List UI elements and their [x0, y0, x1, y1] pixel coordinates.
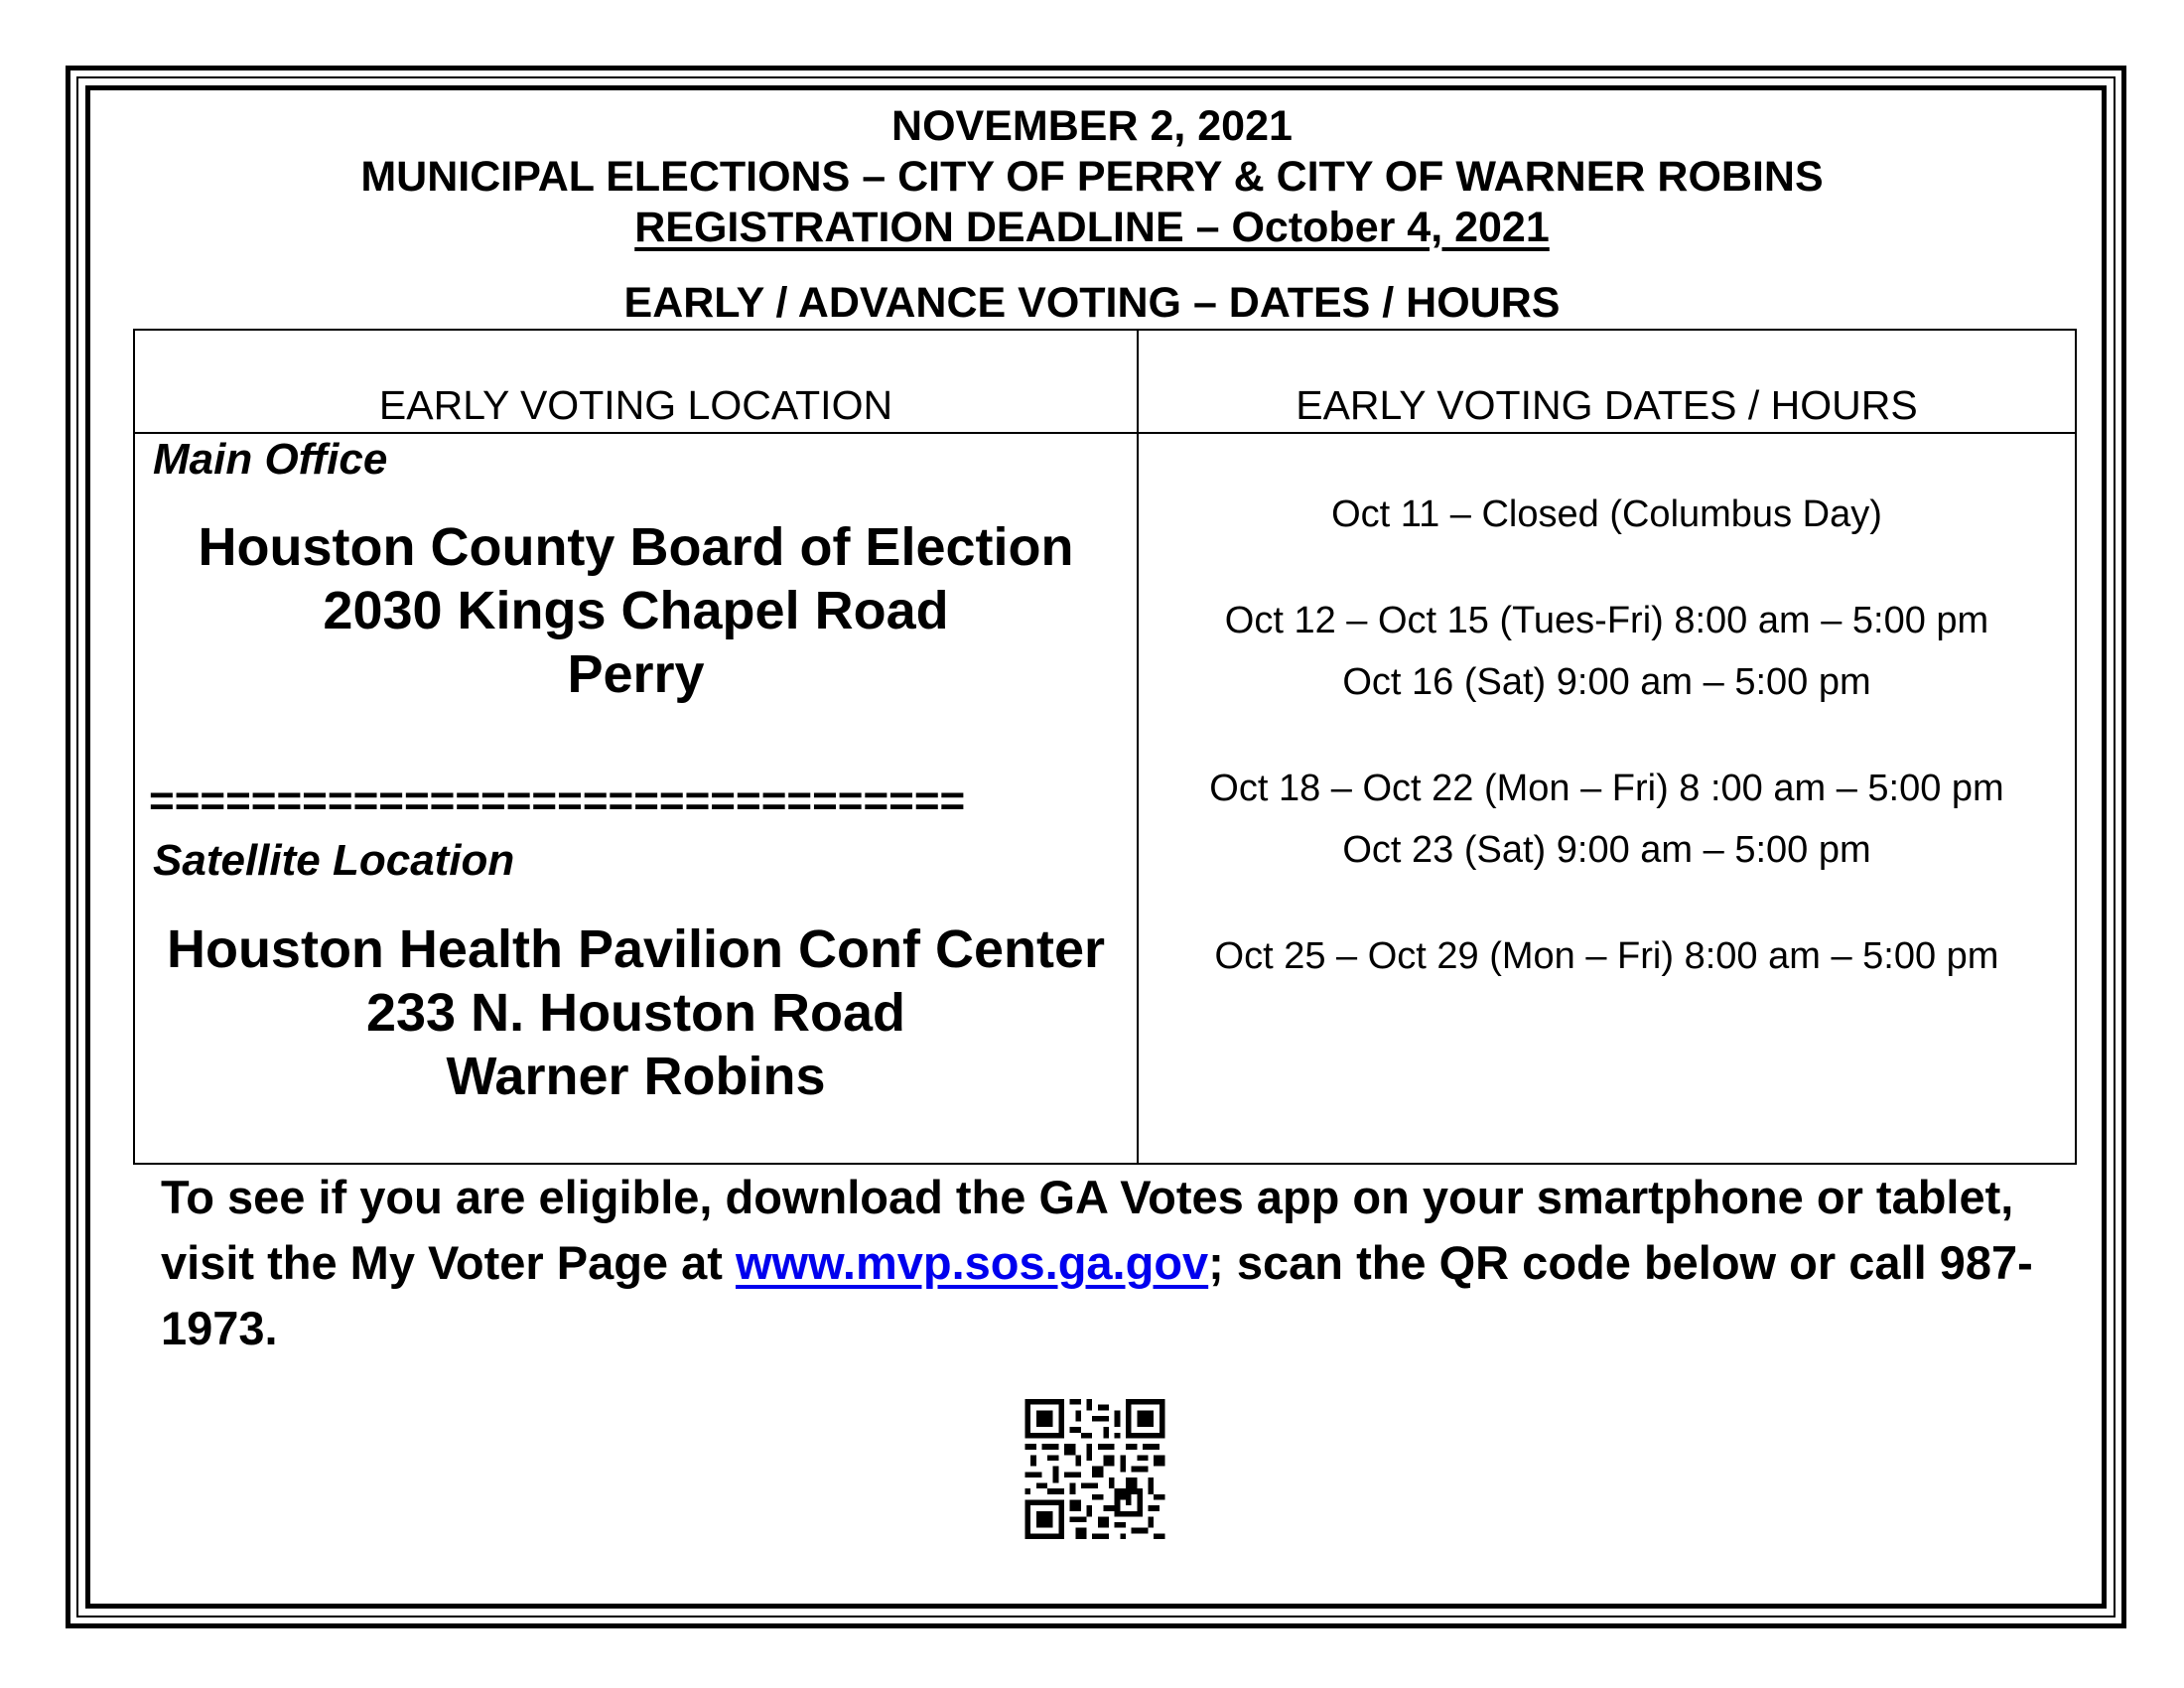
location-column-header: EARLY VOTING LOCATION — [378, 382, 893, 428]
eligibility-instructions — [161, 1165, 2067, 1361]
hours-line: Oct 23 (Sat) 9:00 am – 5:00 pm — [1342, 829, 1871, 871]
header-row-divider — [135, 432, 2075, 434]
satellite-location-address — [135, 917, 1137, 1108]
main-office-name: Houston County Board of Election — [198, 517, 1074, 577]
section-title: EARLY / ADVANCE VOTING – DATES / HOURS — [623, 279, 1561, 327]
main-office-label: Main Office — [153, 435, 388, 484]
hours-column-header: EARLY VOTING DATES / HOURS — [1296, 382, 1918, 428]
early-voting-table — [133, 329, 2077, 1165]
hours-line: Oct 12 – Oct 15 (Tues-Fri) 8:00 am – 5:00 pm — [1224, 600, 1989, 641]
election-date: NOVEMBER 2, 2021 — [891, 102, 1293, 150]
satellite-location-label: Satellite Location — [153, 836, 515, 885]
my-voter-page-link[interactable]: www.mvp.sos.ga.gov — [735, 1236, 1209, 1289]
main-office-street: 2030 Kings Chapel Road — [323, 581, 949, 640]
main-office-address — [135, 515, 1137, 706]
hours-line: Oct 25 – Oct 29 (Mon – Fri) 8:00 am – 5:00 pm — [1214, 935, 1999, 977]
location-separator: ================================ — [149, 779, 966, 823]
main-office-city: Perry — [567, 644, 705, 704]
hours-line: Oct 18 – Oct 22 (Mon – Fri) 8 :00 am – 5:00 pm — [1209, 768, 2004, 809]
hours-line: Oct 11 – Closed (Columbus Day) — [1331, 493, 1882, 535]
notice-header — [99, 101, 2085, 253]
hours-line: Oct 16 (Sat) 9:00 am – 5:00 pm — [1342, 661, 1871, 703]
satellite-location-city: Warner Robins — [446, 1047, 826, 1106]
eligibility-text-end: ; scan the QR code below or call 987-1973. — [161, 1236, 2033, 1354]
satellite-location-name: Houston Health Pavilion Conf Center — [166, 919, 1106, 979]
satellite-location-street: 233 N. Houston Road — [365, 983, 906, 1043]
column-divider — [1137, 331, 1139, 1163]
eligibility-text-start: To see if you are eligible, download the GA Votes app on your smartphone or tablet, visit the My Voter Page at — [161, 1171, 2014, 1289]
qr-code-icon[interactable] — [1018, 1399, 1172, 1539]
registration-deadline: REGISTRATION DEADLINE – October 4, 2021 — [634, 204, 1550, 251]
election-title: MUNICIPAL ELECTIONS – CITY OF PERRY & CITY OF WARNER ROBINS — [360, 153, 1824, 201]
